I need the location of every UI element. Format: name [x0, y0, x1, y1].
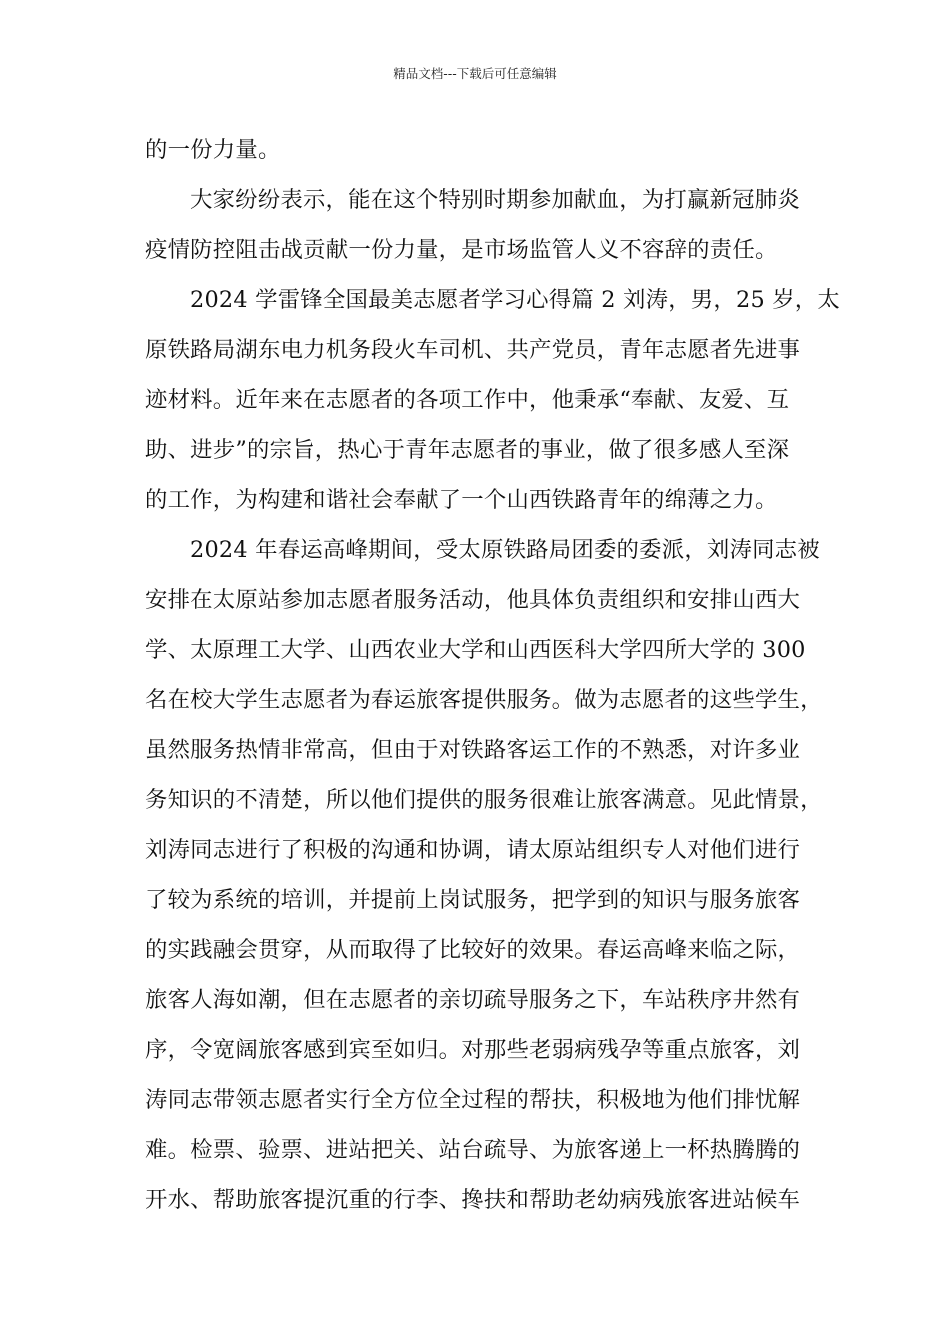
text-line: 学、太原理工大学、山西农业大学和山西医科大学四所大学的 300 — [145, 637, 806, 663]
page-header: 精品文档---下载后可任意编辑 — [393, 66, 557, 81]
text-line: 旅客人海如潮，但在志愿者的亲切疏导服务之下，车站秩序井然有 — [145, 987, 801, 1013]
text-line: 涛同志带领志愿者实行全方位全过程的帮扶，积极地为他们排忧解 — [145, 1087, 801, 1113]
text-line: 了较为系统的培训，并提前上岗试服务，把学到的知识与服务旅客 — [145, 887, 801, 913]
text-line: 安排在太原站参加志愿者服务活动，他具体负责组织和安排山西大 — [145, 587, 801, 613]
text-line: 刘涛同志进行了积极的沟通和协调，请太原站组织专人对他们进行 — [145, 837, 801, 863]
text-line: 疫情防控阻击战贡献一份力量，是市场监管人义不容辞的责任。 — [145, 237, 778, 263]
text-line: 助、进步”的宗旨，热心于青年志愿者的事业，做了很多感人至深 — [145, 437, 790, 463]
text-line: 名在校大学生志愿者为春运旅客提供服务。做为志愿者的这些学生， — [145, 687, 823, 713]
text-line: 开水、帮助旅客提沉重的行李、搀扶和帮助老幼病残旅客进站候车 — [145, 1187, 801, 1213]
text-line: 序，令宽阔旅客感到宾至如归。对那些老弱病残孕等重点旅客，刘 — [145, 1037, 801, 1063]
text-line: 难。检票、验票、进站把关、站台疏导、为旅客递上一杯热腾腾的 — [145, 1137, 801, 1163]
text-line: 的工作，为构建和谐社会奉献了一个山西铁路青年的绵薄之力。 — [145, 487, 778, 513]
text-line: 的一份力量。 — [145, 137, 281, 163]
text-line: 虽然服务热情非常高，但由于对铁路客运工作的不熟悉，对许多业 — [145, 737, 801, 763]
text-line: 的实践融会贯穿，从而取得了比较好的效果。春运高峰来临之际， — [145, 937, 801, 963]
text-line: 2024 学雷锋全国最美志愿者学习心得篇 2 刘涛，男，25 岁，太 — [190, 287, 840, 313]
text-line: 2024 年春运高峰期间，受太原铁路局团委的委派，刘涛同志被 — [190, 537, 820, 563]
text-line: 原铁路局湖东电力机务段火车司机、共产党员，青年志愿者先进事 — [145, 337, 801, 363]
text-line: 大家纷纷表示，能在这个特别时期参加献血，为打赢新冠肺炎 — [190, 187, 800, 213]
text-line: 迹材料。近年来在志愿者的各项工作中，他秉承“奉献、友爱、互 — [145, 387, 790, 413]
document-body — [145, 125, 840, 1225]
text-line: 务知识的不清楚，所以他们提供的服务很难让旅客满意。见此情景， — [145, 787, 823, 813]
